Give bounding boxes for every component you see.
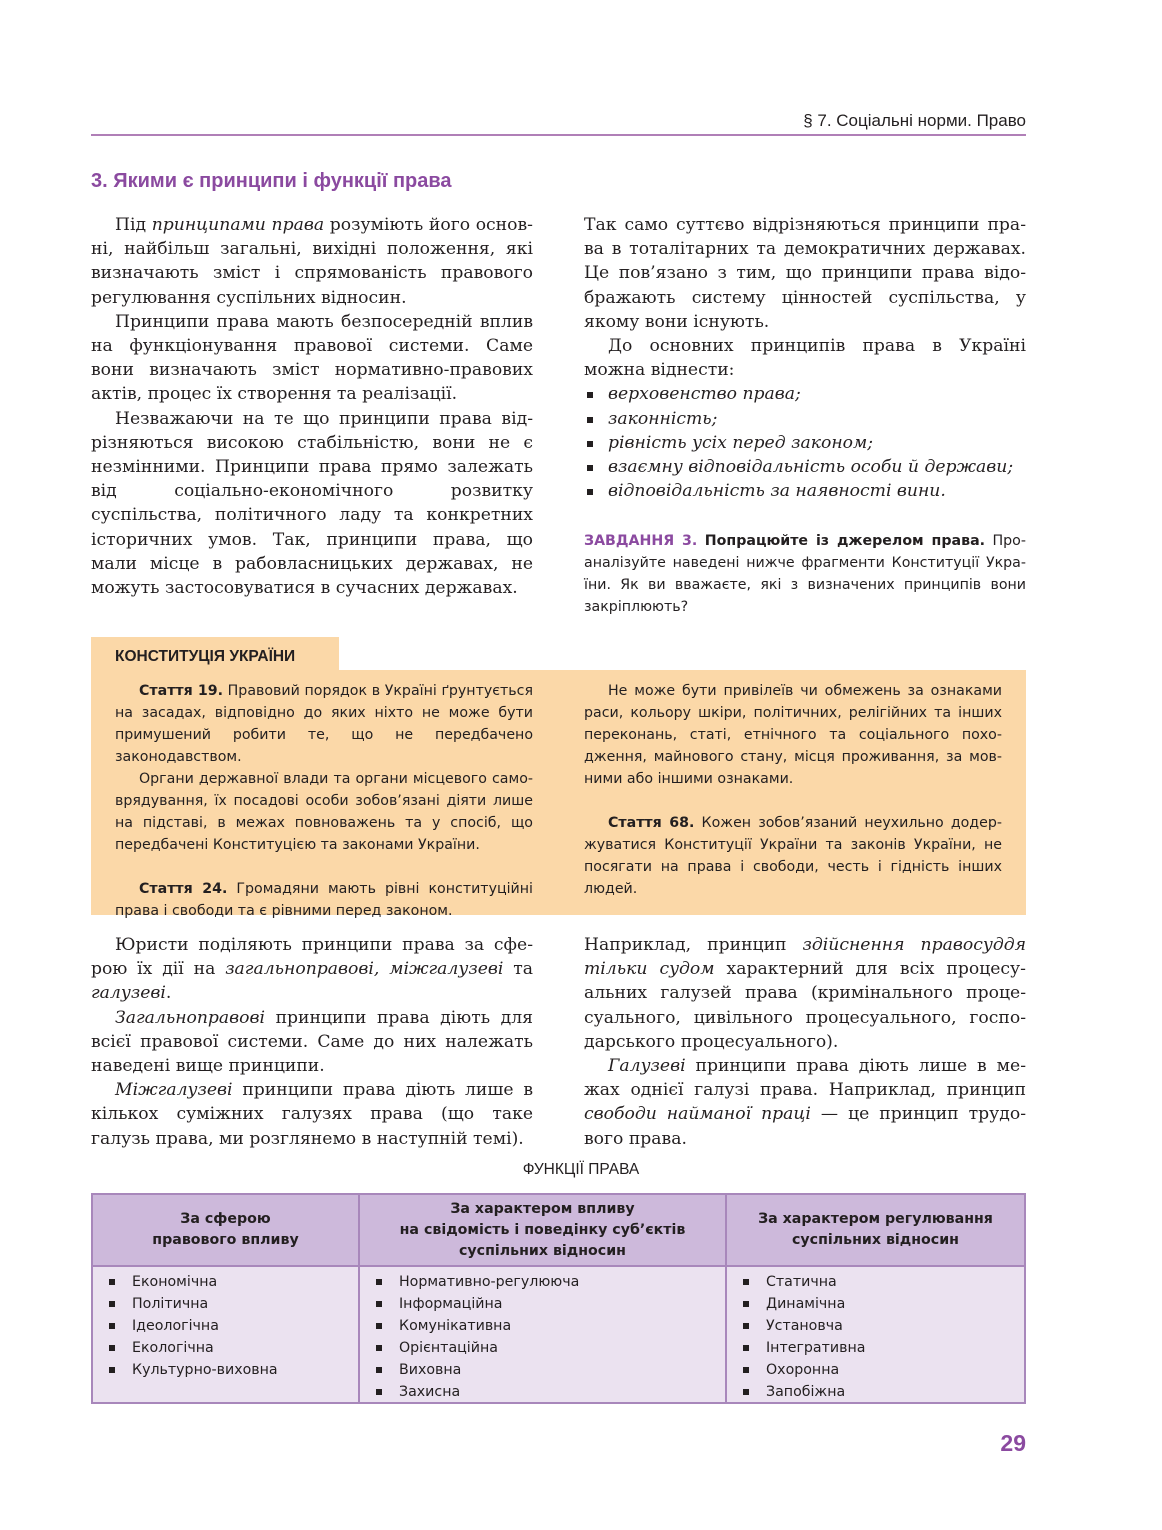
list-item: Культурно-виховна bbox=[107, 1359, 358, 1381]
task-label: ЗАВДАННЯ 3. bbox=[584, 533, 698, 549]
list-item: Установча bbox=[741, 1315, 1024, 1337]
paragraph: Принципи права мають безпосередній вплив на функціонування правової системи. Саме вони визначають зміст нормативно-правових актів, процес їх створення та реалізації. bbox=[91, 311, 533, 405]
right-column-bottom bbox=[584, 933, 1026, 1151]
functions-title: ФУНКЦІЇ ПРАВА bbox=[522, 1161, 640, 1178]
list-item: Інформаційна bbox=[374, 1293, 725, 1315]
article-text: Громадяни мають рівні конституційні права і свободи та є рівними перед законом. bbox=[115, 881, 533, 919]
list-item: Політична bbox=[107, 1293, 358, 1315]
paragraph bbox=[91, 1006, 533, 1079]
paragraph: Не може бути привілеїв чи обмежень за ознаками раси, кольору шкіри, політичних, релігійних та інших переконань, статі, етнічного та соціального походження, майнового стану, місця проживання, за мовними або іншими ознаками. bbox=[584, 683, 1002, 787]
table-header: За характером впливу на свідомість і поведінку суб’єктів суспільних відносин bbox=[360, 1195, 727, 1267]
emphasis: Міжгалузеві bbox=[115, 1080, 233, 1101]
list-item: Нормативно-регулююча bbox=[374, 1271, 725, 1293]
table-header: За характером регулювання суспільних відносин bbox=[727, 1195, 1024, 1267]
paragraph: Так само суттєво відрізняються принципи права в тоталітарних та демократичних державах. Це пов’язано з тим, що принципи права відображають систему цінностей суспільства, у якому вони існують. bbox=[584, 215, 1026, 332]
emphasis: принципами права bbox=[151, 215, 325, 235]
article-text: Правовий порядок в Україні ґрунтується на засадах, відповідно до яких ніхто не може бути примушений робити те, що не передбачено законодавством. bbox=[115, 683, 533, 765]
task-heading: Попрацюйте із джерелом права. bbox=[704, 533, 986, 549]
text-span: принципи права діють для всієї правової системи. Саме до них належать наведені вище принципи. bbox=[91, 1007, 533, 1077]
paragraph bbox=[584, 933, 1026, 1054]
text-span: Юристи поділяють принципи права за сферою їх дії на bbox=[91, 935, 533, 980]
emphasis: загальноправові, міжгалузеві bbox=[225, 959, 504, 980]
list-item: Охоронна bbox=[741, 1359, 1024, 1381]
constitution-title: КОНСТИТУЦІЯ УКРАЇНИ bbox=[91, 637, 339, 670]
text-span: . bbox=[165, 983, 172, 1004]
text-span: Під bbox=[115, 215, 152, 235]
paragraph bbox=[91, 1078, 533, 1151]
list-item: Статична bbox=[741, 1271, 1024, 1293]
article-label: Стаття 19. bbox=[139, 683, 223, 699]
text-span: характерний для всіх процесуальних галузей права (кримінального процесуального, цивільного процесуального, господарського процесуального). bbox=[584, 959, 1026, 1052]
header-rule bbox=[91, 134, 1026, 136]
article-24 bbox=[115, 878, 533, 922]
article-19 bbox=[115, 680, 533, 768]
article-68 bbox=[584, 812, 1002, 900]
paragraph: До основних принципів права в Україні можна віднести: bbox=[584, 336, 1026, 381]
list-item: Захисна bbox=[374, 1381, 725, 1403]
paragraph: Органи державної влади та органи місцевого самоврядування, їх посадові особи зобов’язані діяти лише на підставі, в межах повноважень та у спосіб, що передбачені Конституцією та законами України. bbox=[115, 771, 533, 853]
text-span: принципи права діють лише в кількох суміжних галузях права (що таке галузь права, ми розглянемо в наступній темі). bbox=[91, 1080, 533, 1149]
text-span: Наприклад, принцип bbox=[584, 935, 803, 955]
principles-list bbox=[584, 382, 1026, 503]
emphasis: здійснення правосуддя тільки судом bbox=[584, 935, 1026, 980]
list-item: верховенство права; bbox=[584, 382, 1026, 406]
list-item: Економічна bbox=[107, 1271, 358, 1293]
paragraph bbox=[91, 213, 533, 310]
article-label: Стаття 24. bbox=[139, 881, 228, 897]
paragraph bbox=[584, 1054, 1026, 1151]
list-item: Орієнтаційна bbox=[374, 1337, 725, 1359]
list-item: Екологічна bbox=[107, 1337, 358, 1359]
left-column-bottom bbox=[91, 933, 533, 1151]
list-item: рівність усіх перед законом; bbox=[584, 431, 1026, 455]
text-span: та bbox=[503, 959, 533, 980]
list-item: Динамічна bbox=[741, 1293, 1024, 1315]
list-item: Ідеологічна bbox=[107, 1315, 358, 1337]
list-item: Інтегративна bbox=[741, 1337, 1024, 1359]
list-item: Виховна bbox=[374, 1359, 725, 1381]
text-span: — це принцип трудового права. bbox=[584, 1104, 1026, 1149]
left-column-top bbox=[91, 213, 533, 600]
emphasis: Галузеві bbox=[608, 1056, 686, 1077]
task-block bbox=[584, 530, 1026, 618]
page-number: 29 bbox=[1000, 1430, 1026, 1456]
table-header: За сферою правового впливу bbox=[93, 1195, 360, 1267]
list-item: законність; bbox=[584, 407, 1026, 431]
article-label: Стаття 68. bbox=[608, 815, 695, 831]
text-span: принципи права діють лише в межах однієї галузі права. Наприклад, принцип bbox=[584, 1056, 1026, 1101]
table-cell bbox=[360, 1267, 727, 1403]
list-item: Запобіжна bbox=[741, 1381, 1024, 1403]
list-item: відповідальність за наявності вини. bbox=[584, 479, 1026, 503]
emphasis: галузеві bbox=[91, 983, 166, 1004]
list-item: Комунікативна bbox=[374, 1315, 725, 1337]
paragraph: Незважаючи на те що принципи права відрізняються високою стабільністю, вони не є незмінними. Принципи права прямо залежать від соціально-економічного розвитку суспільства, політичного ладу та конкретних історичних умов. Так, принципи права, що мали місце в рабовласницьких державах, не можуть застосовуватися в сучасних державах. bbox=[91, 408, 533, 599]
right-column-top bbox=[584, 213, 1026, 503]
article-text: Кожен зобов’язаний неухильно додержуватися Конституції України та законів України, не посягати на права і свободи, честь і гідність інших людей. bbox=[584, 815, 1002, 897]
emphasis: Загальноправові bbox=[115, 1007, 266, 1028]
running-title: § 7. Соціальні норми. Право bbox=[803, 111, 1026, 130]
table-cell bbox=[727, 1267, 1024, 1403]
list-item: взаємну відповідальність особи й держави; bbox=[584, 455, 1026, 479]
paragraph bbox=[91, 933, 533, 1006]
constitution-left bbox=[115, 680, 533, 922]
text-span: розуміють його основні, найбільш загальні, вихідні положення, які визначають зміст і спрямованість правового регулювання суспільних відносин. bbox=[91, 215, 533, 308]
table-cell bbox=[93, 1267, 360, 1403]
section-title: 3. Якими є принципи і функції права bbox=[91, 170, 452, 192]
functions-table bbox=[91, 1193, 1026, 1404]
emphasis: свободи найманої праці bbox=[584, 1104, 811, 1125]
task-text: Проаналізуйте наведені нижче фрагменти Конституції України. Як ви вважаєте, які з визначених принципів вони закріплюють? bbox=[584, 533, 1026, 615]
constitution-right bbox=[584, 680, 1002, 900]
